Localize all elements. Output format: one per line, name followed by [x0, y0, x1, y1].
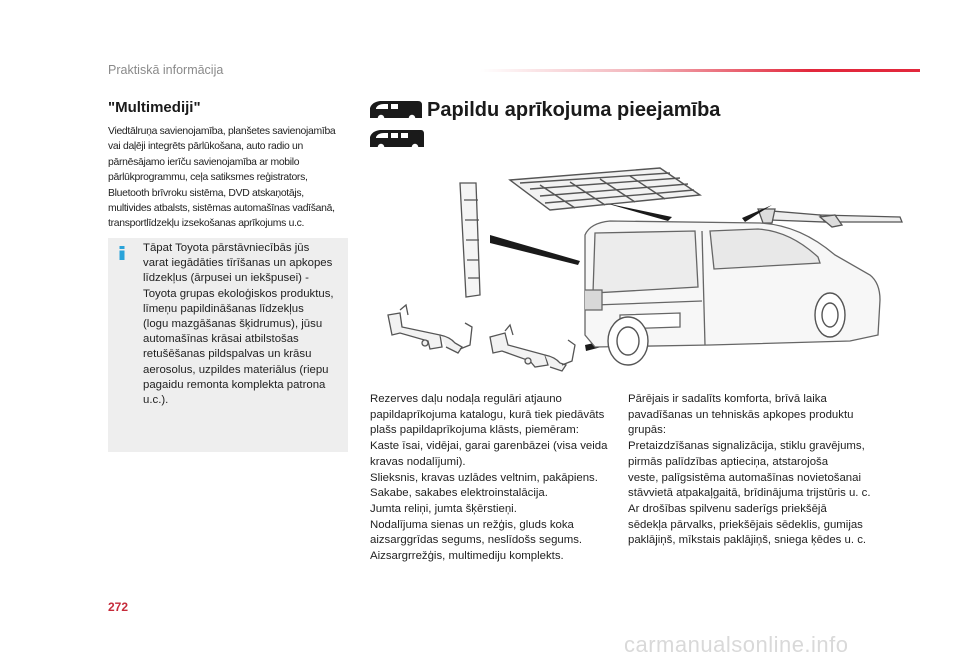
text-line: varat iegādāties tīrīšanas un apkopes: [143, 257, 333, 270]
text-line: u.c.).: [143, 394, 169, 407]
tow-hook-icon: [490, 325, 575, 371]
roof-bar-icon: [758, 209, 902, 227]
text-line: veste, palīgsistēma automašīnas novietošanai: [628, 471, 862, 484]
text-line: līdzekļus (ārpusei un iekšpusei) -: [143, 272, 309, 285]
text-line: pārnēsājamo ierīču savienojamība ar mobilo: [108, 156, 300, 168]
text-line: pagaidu remonta komplekta patrona: [143, 378, 326, 391]
text-line: retušēšanas pildspalvas un krāsu: [143, 348, 312, 361]
tow-hook-icon: [388, 305, 472, 353]
section-title: Praktiskā informācija: [108, 63, 224, 77]
text-line: Aizsargrrežģis, multimediju komplekts.: [370, 550, 564, 563]
text-line: papildaprīkojuma katalogu, kurā tiek piedāvāts: [370, 408, 605, 421]
text-line: pirmās palīdzības aptieciņa, atstarojoša: [628, 455, 829, 468]
multimedia-heading: "Multimediji": [108, 99, 201, 116]
ladder-icon: [460, 183, 480, 297]
van-long-icon: [368, 127, 426, 151]
text-line: transportlīdzekļu izsekošanas aprīkojums u.c.: [108, 218, 305, 230]
header-rule: [480, 69, 920, 72]
text-line: Slieksnis, kravas uzlādes veltnim, pakāpiens.: [370, 471, 598, 484]
text-line: stāvvietā atpakaļgaitā, brīdinājuma trijstūris u. c.: [628, 487, 871, 500]
text-line: Jumta reliņi, jumta šķērstieņi.: [370, 502, 517, 515]
text-line: plašs papildaprīkojuma klāsts, piemēram:: [370, 424, 579, 437]
accessories-groups-text: [628, 392, 878, 549]
text-line: vai daļēji integrēts pārlūkošana, auto radio un: [108, 141, 304, 153]
text-line: Tāpat Toyota pārstāvniecībās jūs: [143, 242, 310, 254]
roof-rack-icon: [510, 168, 700, 210]
text-line: līmeņu papildināšanas līdzekļus: [143, 302, 304, 315]
text-line: paklājiņš, mīkstais paklājiņš, sniega ķēdes u. c.: [628, 534, 867, 547]
text-line: multivides atbalsts, sistēmas automašīnas vadīšanā,: [108, 203, 335, 215]
text-line: Pārējais ir sadalīts komforta, brīvā laika: [628, 393, 827, 405]
watermark: carmanualsonline.info: [624, 632, 849, 657]
text-line: kravas nodalījumi).: [370, 455, 466, 468]
text-line: Nodalījuma sienas un režģis, gluds koka: [370, 518, 574, 531]
text-line: Rezerves daļu nodaļa regulāri atjauno: [370, 393, 562, 405]
accessories-heading: Papildu aprīkojuma pieejamība: [427, 99, 721, 121]
text-line: Bluetooth brīvroku sistēma, DVD atskaņotājs,: [108, 187, 304, 199]
text-line: (logu mazgāšanas šķidrumus), jūsu: [143, 318, 323, 331]
text-line: Sakabe, sakabes elektroinstalācija.: [370, 487, 548, 500]
van-accessories-illustration: [380, 165, 920, 380]
text-line: automašīnas krāsai atbilstošas: [143, 333, 299, 346]
text-line: pavadīšanas un tehniskās apkopes produktu: [628, 408, 854, 421]
text-line: pārlūkprogrammu, ceļa satiksmes reģistrators,: [108, 172, 308, 184]
text-line: Viedtālruņa savienojamība, planšetes savienojamība: [108, 126, 336, 137]
accessories-catalog-text: [370, 392, 610, 565]
text-line: aerosolus, uzpildes materiālus (riepu: [143, 363, 329, 376]
info-text: [143, 241, 343, 408]
text-line: sēdekļa pārvalks, priekšējais sēdeklis, gumijas: [628, 518, 863, 531]
text-line: Toyota grupas ekoloģiskos produktus,: [143, 287, 334, 300]
text-line: Pretaizdzīšanas signalizācija, stiklu gravējums,: [628, 440, 865, 453]
text-line: Ar drošības spilvenu saderīgs priekšējā: [628, 502, 827, 515]
multimedia-paragraph: [108, 124, 348, 232]
info-icon: [118, 246, 126, 260]
text-line: Kaste īsai, vidējai, garai garenbāzei (visa veida: [370, 440, 608, 453]
text-line: grupās:: [628, 424, 666, 437]
van-short-icon: [368, 98, 424, 122]
text-line: aizsarggrīdas segums, neslīdošs segums.: [370, 534, 583, 547]
page-number: 272: [108, 600, 129, 614]
